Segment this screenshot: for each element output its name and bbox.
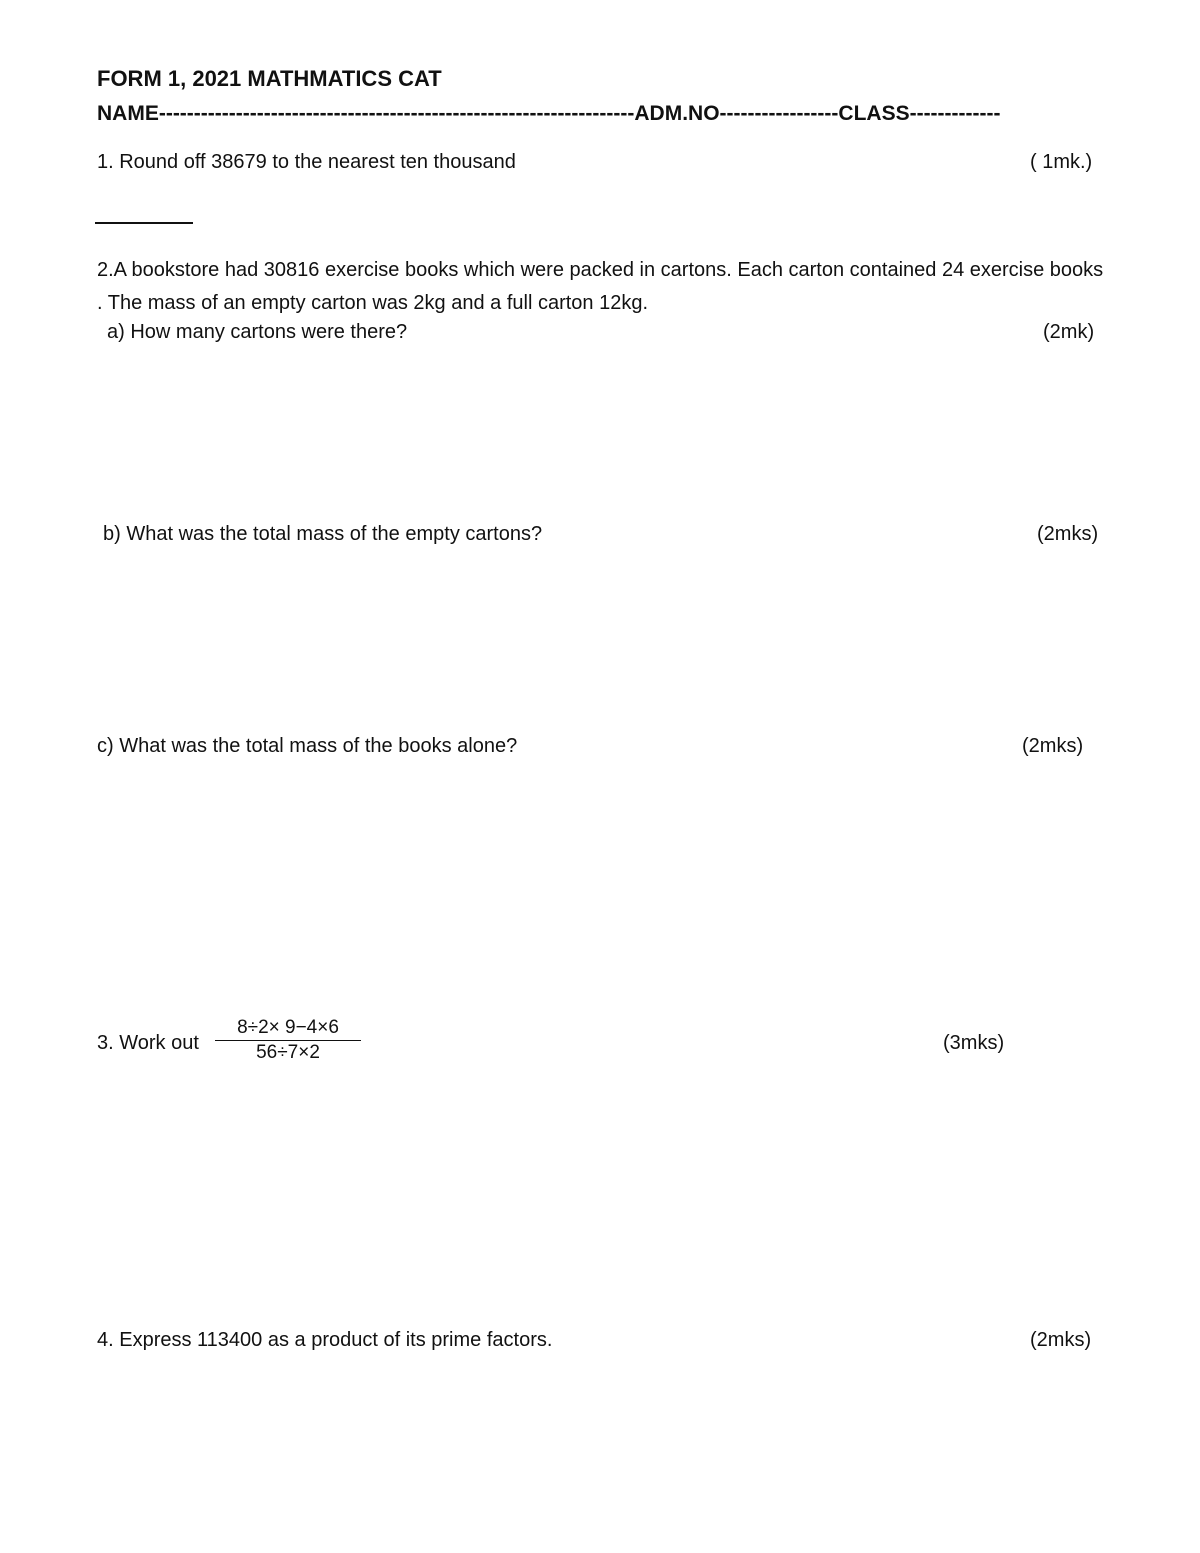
question-2c-text: c) What was the total mass of the books alone? bbox=[97, 735, 518, 757]
question-3-label: 3. Work out bbox=[97, 1032, 199, 1054]
question-1-text: 1. Round off 38679 to the nearest ten thousand bbox=[97, 151, 516, 173]
question-2c-marks: (2mks) bbox=[1022, 735, 1084, 757]
question-2a-marks: (2mk) bbox=[1043, 321, 1095, 343]
answer-line bbox=[95, 222, 193, 224]
student-details-line: NAME--------------------------------------------------------------------ADM.NO-----------------CLASS------------- bbox=[97, 102, 1001, 125]
question-2b-marks: (2mks) bbox=[1037, 523, 1099, 545]
question-2-intro: 2.A bookstore had 30816 exercise books which were packed in cartons. Each carton contained 24 exercise books . The mass of an empty carton was 2kg and a full carton 12kg. bbox=[97, 259, 1104, 314]
question-4-text: 4. Express 113400 as a product of its prime factors. bbox=[97, 1329, 553, 1351]
page-title: FORM 1, 2021 MATHMATICS CAT bbox=[97, 66, 442, 91]
question-4-marks: (2mks) bbox=[1030, 1329, 1092, 1351]
question-2a-text: a) How many cartons were there? bbox=[107, 321, 408, 343]
fraction-numerator: 8÷2× 9−4×6 bbox=[237, 1017, 339, 1038]
question-2b-text: b) What was the total mass of the empty cartons? bbox=[103, 523, 543, 545]
question-3-marks: (3mks) bbox=[943, 1032, 1005, 1054]
fraction-denominator: 56÷7×2 bbox=[256, 1042, 320, 1063]
question-1-marks: ( 1mk.) bbox=[1030, 151, 1093, 173]
question-3-fraction bbox=[215, 1016, 361, 1065]
